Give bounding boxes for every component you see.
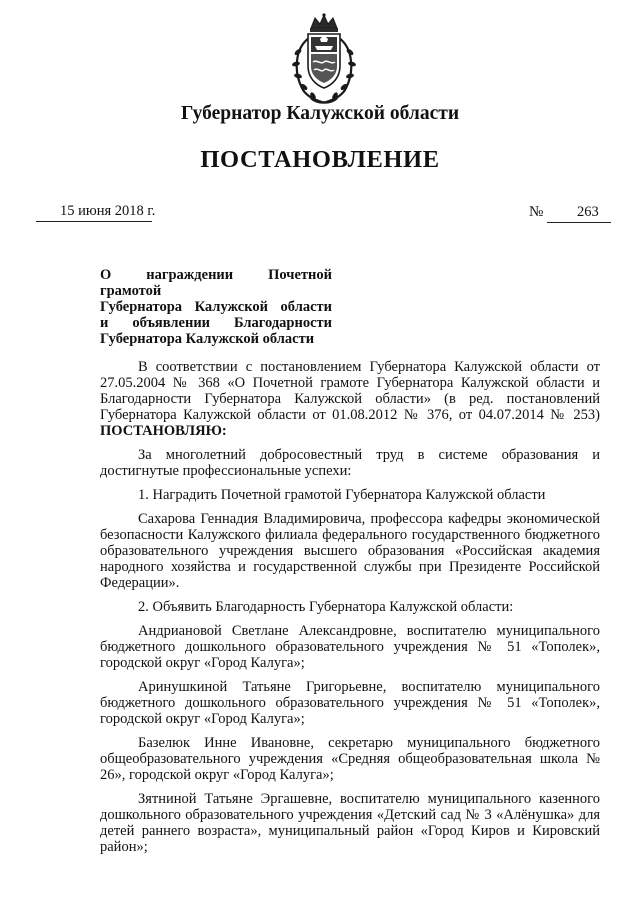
subject-line: О награждении Почетной грамотой bbox=[100, 267, 332, 299]
body-paragraph: Базелюк Инне Ивановне, секретарю муниципального бюджетного общеобразовательного учреждения «Средняя общеобразовательная школа № 26», городской округ «Город Калуга»; bbox=[100, 735, 600, 783]
body-paragraph: 1. Наградить Почетной грамотой Губернатора Калужской области bbox=[138, 487, 546, 503]
body-paragraph: Зятниной Татьяне Эргашевне, воспитателю муниципального казенного дошкольного образовательного учреждения «Детский сад № 3 «Алёнушка» для детей раннего возраста», муниципальный район «Город Киров и Кировский район»; bbox=[100, 791, 600, 855]
body-paragraph: Сахарова Геннадия Владимировича, профессора кафедры экономической безопасности Калужского филиала федерального государственного бюджетного образовательного учреждения высшего образования «Российская академия народного хозяйства и государственной службы при Президенте Российской Федерации». bbox=[100, 511, 600, 591]
body-paragraph: 2. Объявить Благодарность Губернатора Калужской области: bbox=[138, 599, 514, 615]
document-number-field bbox=[547, 200, 611, 223]
body-paragraph: Андриановой Светлане Александровне, воспитателю муниципального бюджетного дошкольного образовательного учреждения № 51 «Тополек», городской округ «Город Калуга»; bbox=[100, 623, 600, 671]
subject-line: Губернатора Калужской области bbox=[100, 299, 332, 315]
issuing-authority: Губернатор Калужской области bbox=[180, 103, 460, 124]
body-paragraph: За многолетний добросовестный труд в системе образования и достигнутые профессиональные успехи: bbox=[100, 447, 600, 479]
document-date-field bbox=[36, 199, 156, 222]
document-number-label: № bbox=[529, 204, 544, 220]
preamble-text: В соответствии с постановлением Губернатора Калужской области от 27.05.2004 № 368 «О Почетной грамоте Губернатора Калужской области и Благодарности Губернатора Калужской области» (в ред. постановлений Губернатора Калужской области от 01.08.2012 № 376, от 04.07.2014 № 253) bbox=[100, 359, 600, 423]
body-paragraph: Аринушкиной Татьяне Григорьевне, воспитателю муниципального бюджетного дошкольного образовательного учреждения № 51 «Тополек», городской округ «Город Калуга»; bbox=[100, 679, 600, 727]
document-date: 15 июня 2018 г. bbox=[60, 203, 156, 219]
subject-line: и объявлении Благодарности bbox=[100, 315, 332, 331]
document-number: 263 bbox=[577, 204, 599, 220]
preamble-paragraph bbox=[100, 359, 600, 439]
decree-word: ПОСТАНОВЛЯЮ: bbox=[100, 423, 227, 439]
document-type-title: ПОСТАНОВЛЕНИЕ bbox=[200, 146, 440, 173]
coat-of-arms-icon bbox=[287, 12, 361, 106]
document-body bbox=[100, 359, 600, 855]
subject-line: Губернатора Калужской области bbox=[100, 331, 315, 347]
document-subject bbox=[100, 267, 332, 347]
